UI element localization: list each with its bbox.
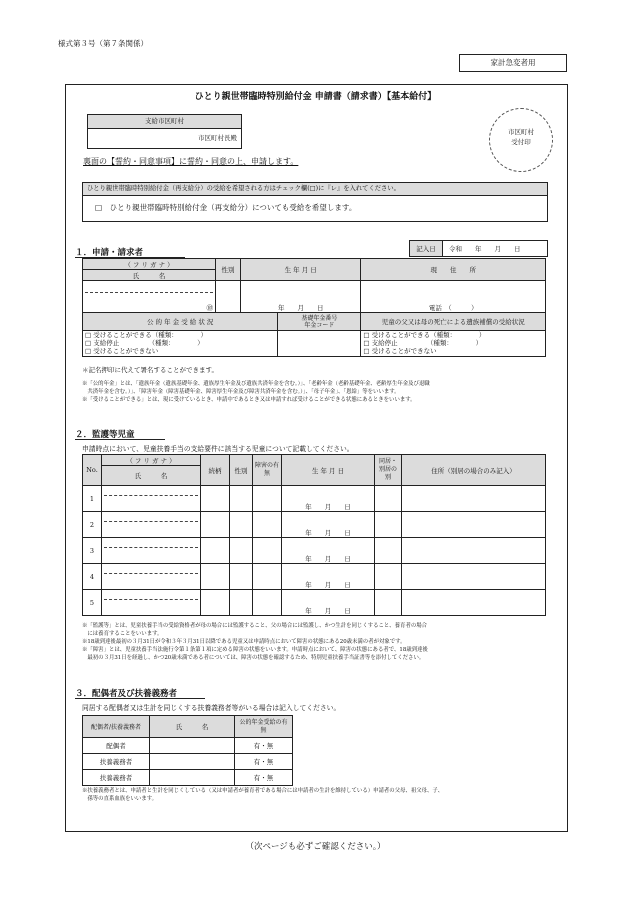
child-sex-header: 性別 <box>230 455 253 486</box>
child-sex-field[interactable] <box>230 538 253 564</box>
entry-date-field[interactable]: 令和 年 月 日 <box>443 241 548 257</box>
child-address-field[interactable] <box>402 486 546 512</box>
dependent-name-field[interactable] <box>150 770 235 786</box>
resupply-checkbox[interactable]: □ ひとり親世帯臨時特別給付金（再支給分）についても受給を希望します。 <box>95 203 357 212</box>
section1-note: ※「公的年金」とは、「遺族年金（遺族基礎年金、遺族厚生年金及び遺族共済年金を含む。）」、「老齢年金（老齢基礎年金、老齢厚生年金及び退職 <box>82 381 430 387</box>
payer-box <box>87 114 242 149</box>
seal-note: ＊記名押印に代えて署名することができます。 <box>82 366 218 374</box>
child-address-header: 住所（別居の場合のみ記入） <box>402 455 546 486</box>
child-sex-field[interactable] <box>230 486 253 512</box>
child-row-no: 1 <box>83 486 102 512</box>
bereaved-header: 児童の父又は母の死亡による遺族補償の受給状況 <box>361 313 546 331</box>
pension-opt-can[interactable]: □ 受けることができる（種類： ） <box>85 331 207 339</box>
child-dob-field[interactable]: 年 月 日 <box>282 564 375 590</box>
child-furigana-header: （ フ リ ガ ナ ） <box>102 455 201 466</box>
furigana-line <box>104 592 198 600</box>
child-no-header: No. <box>83 455 102 486</box>
child-address-field[interactable] <box>402 590 546 616</box>
child-relation-field[interactable] <box>201 538 230 564</box>
applicant-table <box>82 258 546 357</box>
child-disability-field[interactable] <box>253 564 282 590</box>
pension-header: 公 的 年 金 受 給 状 況 <box>83 313 278 331</box>
section2-underline <box>75 439 165 440</box>
payer-name: 市区町村長殿 <box>198 134 237 142</box>
furigana-line <box>104 488 198 496</box>
section2-notes <box>82 622 428 662</box>
child-dob-field[interactable]: 年 月 日 <box>282 512 375 538</box>
dependent-pension-choice[interactable]: 有・無 <box>235 754 293 770</box>
name-header: 氏 名 <box>83 270 216 281</box>
child-name-header: 氏 名 <box>102 466 201 486</box>
child-address-field[interactable] <box>402 512 546 538</box>
child-cohabit-field[interactable] <box>375 564 402 590</box>
child-relation-field[interactable] <box>201 512 230 538</box>
address-header: 現 住 所 <box>361 259 546 281</box>
child-disability-field[interactable] <box>253 512 282 538</box>
form-number: 様式第３号（第７条関係） <box>58 39 148 48</box>
resupply-box <box>82 182 548 222</box>
child-relation-field[interactable] <box>201 486 230 512</box>
child-cohabit-field[interactable] <box>375 590 402 616</box>
child-dob-field[interactable]: 年 月 日 <box>282 486 375 512</box>
section3-underline <box>75 698 205 699</box>
furigana-line <box>104 540 198 548</box>
dob-header: 生 年 月 日 <box>241 259 361 281</box>
dependent-pension-header: 公的年金受給の有無 <box>235 716 293 738</box>
stamp-line2: 受付印 <box>511 138 531 146</box>
child-row-no: 5 <box>83 590 102 616</box>
applicant-address-field[interactable]: 電話 （ ） <box>361 281 546 313</box>
pension-number-header: 基礎年金番号 年金コード <box>278 313 361 331</box>
seal-mark: ㊞ <box>206 304 213 312</box>
section2-note: には養育することをいいます。 <box>82 631 163 637</box>
pension-number-field[interactable] <box>278 331 361 357</box>
sex-header: 性別 <box>216 259 241 281</box>
payer-header: 支給市区町村 <box>88 115 241 129</box>
section3-intro: 同居する配偶者又は生計を同じくする扶養義務者等がいる場合は記入してください。 <box>82 704 341 712</box>
child-name-field[interactable] <box>102 590 201 616</box>
child-disability-field[interactable] <box>253 486 282 512</box>
dependent-type: 扶養義務者 <box>83 770 150 786</box>
dependent-name-field[interactable] <box>150 754 235 770</box>
children-table <box>82 454 546 616</box>
section1-title: １．申請・請求者 <box>75 248 144 258</box>
dependent-type: 配偶者 <box>83 738 150 754</box>
pension-opt-cannot[interactable]: □ 受けることができない <box>85 347 159 355</box>
child-disability-field[interactable] <box>253 538 282 564</box>
section1-note: ※「受けることができる」とは、現に受けているとき、申請中であるとき又は申請すれば受けることができる状態にあるときをいいます。 <box>82 397 416 403</box>
entry-date-label: 記入日 <box>410 241 443 257</box>
section2-note: ※18歳到達後最初の３月31日が令和３年３月31日以降である児童又は申請時点において障害の状態にある20歳未満の者が対象です。 <box>82 639 406 645</box>
child-disability-field[interactable] <box>253 590 282 616</box>
bereaved-options[interactable] <box>361 331 546 357</box>
dependent-name-field[interactable] <box>150 738 235 754</box>
section1-note: 共済年金を含む。）」、「障害年金（障害基礎年金、障害厚生年金及び障害共済年金を含む。）」、「母子年金」、「恩給」等をいいます。 <box>82 389 400 395</box>
child-relation-field[interactable] <box>201 590 230 616</box>
child-cohabit-field[interactable] <box>375 538 402 564</box>
bereaved-opt-can[interactable]: □ 受けることができる（種類： ） <box>363 331 486 339</box>
dependent-type-header: 配偶者/扶養義務者 <box>83 716 150 738</box>
applicant-sex-field[interactable] <box>216 281 241 313</box>
furigana-line <box>85 282 213 293</box>
consent-text: 裏面の【誓約・同意事項】に誓約・同意の上、申請します。 <box>83 157 299 166</box>
child-row-no: 2 <box>83 512 102 538</box>
pension-options[interactable] <box>83 331 278 357</box>
section2-note: 最初の３月31日を経過し、かつ20歳未満である者については、障害の状態を確認するため、特別児童扶養手当証書等を添付してください。 <box>82 655 425 661</box>
child-address-field[interactable] <box>402 538 546 564</box>
child-relation-field[interactable] <box>201 564 230 590</box>
child-name-field[interactable] <box>102 538 201 564</box>
child-name-field[interactable] <box>102 512 201 538</box>
dependent-pension-choice[interactable]: 有・無 <box>235 770 293 786</box>
section1-notes <box>82 380 430 404</box>
child-dob-header: 生 年 月 日 <box>282 455 375 486</box>
child-sex-field[interactable] <box>230 590 253 616</box>
child-cohabit-field[interactable] <box>375 512 402 538</box>
section3-title: ３．配偶者及び扶養義務者 <box>75 689 178 699</box>
child-row-no: 3 <box>83 538 102 564</box>
child-dob-field[interactable]: 年 月 日 <box>282 538 375 564</box>
child-row-no: 4 <box>83 564 102 590</box>
furigana-line <box>104 566 198 574</box>
bereaved-opt-cannot[interactable]: □ 受けることができない <box>363 347 437 355</box>
dependent-type: 扶養義務者 <box>83 754 150 770</box>
child-disability-header: 障害の有無 <box>253 455 282 486</box>
furigana-line <box>104 514 198 522</box>
section2-intro: 申請時点において、児童扶養手当の支給要件に該当する児童について記載してください。 <box>82 445 354 453</box>
reception-stamp-area <box>489 108 553 172</box>
dependent-pension-choice[interactable]: 有・無 <box>235 738 293 754</box>
dependent-name-header: 氏 名 <box>150 716 235 738</box>
page-title: ひとり親世帯臨時特別給付金 申請書（請求書）【基本給付】 <box>194 92 437 102</box>
child-name-field[interactable] <box>102 486 201 512</box>
section2-note: ※「監護等」とは、児童扶養手当の受給資格者が母の場合には監護すること、父の場合には監護し、かつ生計を同じくすること、養育者の場合 <box>82 623 428 629</box>
child-cohabit-field[interactable] <box>375 486 402 512</box>
applicant-name-field[interactable] <box>83 281 216 313</box>
section3-note: ※扶養義務者とは、申請者と生計を同じくしている（又は申請者が養育者である場合には申請者の生計を維持している）申請者の父母、祖父母、子、 <box>82 788 444 794</box>
section2-title: ２．監護等児童 <box>75 430 135 440</box>
dependents-table <box>82 715 293 786</box>
child-relation-header: 続柄 <box>201 455 230 486</box>
stamp-line1: 市区町村 <box>508 128 534 136</box>
applicant-dob-field[interactable]: 年 月 日 <box>241 281 361 313</box>
child-cohabit-header: 同居・別居の別 <box>375 455 402 486</box>
child-name-field[interactable] <box>102 564 201 590</box>
child-sex-field[interactable] <box>230 564 253 590</box>
furigana-header: （ フ リ ガ ナ ） <box>83 259 216 270</box>
variant-badge: 家計急変者用 <box>459 54 567 72</box>
child-address-field[interactable] <box>402 564 546 590</box>
footer-note: （次ページも必ずご確認ください。） <box>245 842 386 852</box>
pension-opt-suspended[interactable]: □ 支給停止 （種類： ） <box>85 339 204 347</box>
section3-note: 孫等の直系血族をいいます。 <box>82 796 158 802</box>
section2-note: ※「障害」とは、児童扶養手当法施行令第１条第１項に定める障害の状態をいいます。申請時点において、障害の状態にある者で、18歳到達後 <box>82 647 428 653</box>
section3-notes <box>82 787 443 803</box>
bereaved-opt-suspended[interactable]: □ 支給停止 （種類： ） <box>363 339 483 347</box>
child-sex-field[interactable] <box>230 512 253 538</box>
resupply-header: ひとり親世帯臨時特別給付金（再支給分）の受給を希望される方はチェック欄(□)に『レ』を入れてください。 <box>83 183 547 196</box>
child-dob-field[interactable]: 年 月 日 <box>282 590 375 616</box>
